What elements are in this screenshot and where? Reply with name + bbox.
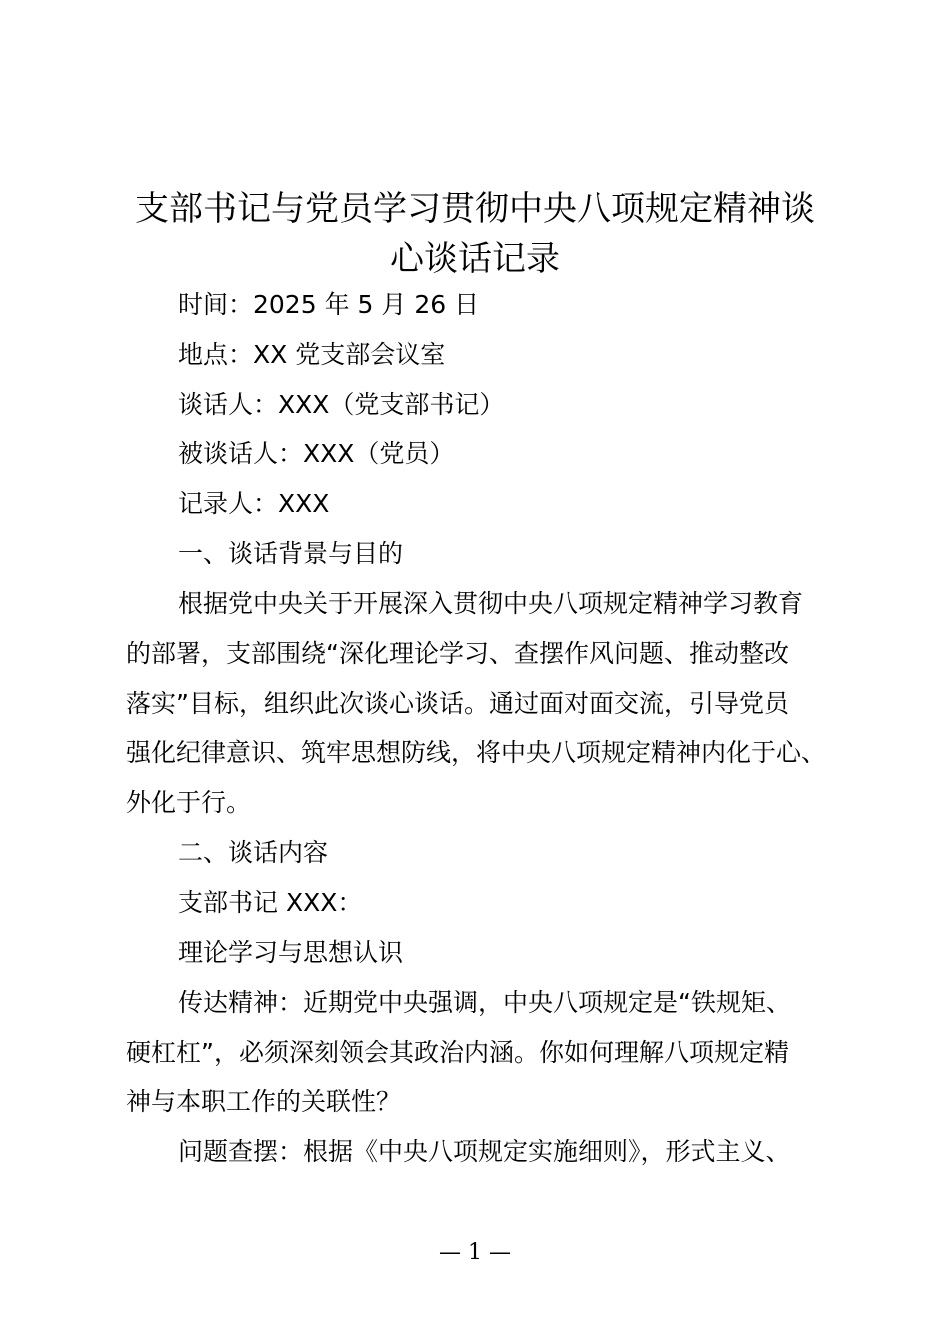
section1-para-line: 根据党中央关于开展深入贯彻中央八项规定精神学习教育 [178, 589, 804, 618]
section2-subheading: 理论学习与思想认识 [178, 938, 404, 967]
page-number: — 1 — [439, 1240, 511, 1265]
meta-recorder: 记录人：XXX [178, 489, 330, 518]
title-line-2: 心谈话记录 [390, 239, 560, 279]
section1-para-line: 强化纪律意识、筑牢思想防线，将中央八项规定精神内化于心、 [126, 738, 827, 767]
meta-talker: 谈话人：XXX（党支部书记） [178, 390, 505, 419]
section2-para2-line: 问题查摆：根据《中央八项规定实施细则》，形式主义、 [178, 1137, 791, 1166]
document-title [118, 184, 832, 284]
section2-speaker: 支部书记 XXX： [178, 888, 363, 917]
meta-talkee: 被谈话人：XXX（党员） [178, 439, 455, 468]
section1-para-line: 外化于行。 [126, 788, 252, 817]
meta-place: 地点：XX 党支部会议室 [178, 340, 446, 369]
section2-para1-line: 传达精神：近期党中央强调，中央八项规定是“铁规矩、 [178, 988, 791, 1017]
section2-heading: 二、谈话内容 [178, 838, 329, 867]
section2-para1-line: 神与本职工作的关联性？ [126, 1087, 402, 1116]
section1-para-line: 的部署，支部围绕“深化理论学习、查摆作风问题、推动整改 [126, 639, 789, 668]
title-line-1: 支部书记与党员学习贯彻中央八项规定精神谈 [135, 189, 815, 229]
section1-para-line: 落实”目标，组织此次谈心谈话。通过面对面交流，引导党员 [126, 689, 789, 718]
meta-time: 时间：2025 年 5 月 26 日 [178, 290, 480, 319]
section2-para1-line: 硬杠杠”，必须深刻领会其政治内涵。你如何理解八项规定精 [126, 1038, 789, 1067]
section1-heading: 一、谈话背景与目的 [178, 539, 404, 568]
